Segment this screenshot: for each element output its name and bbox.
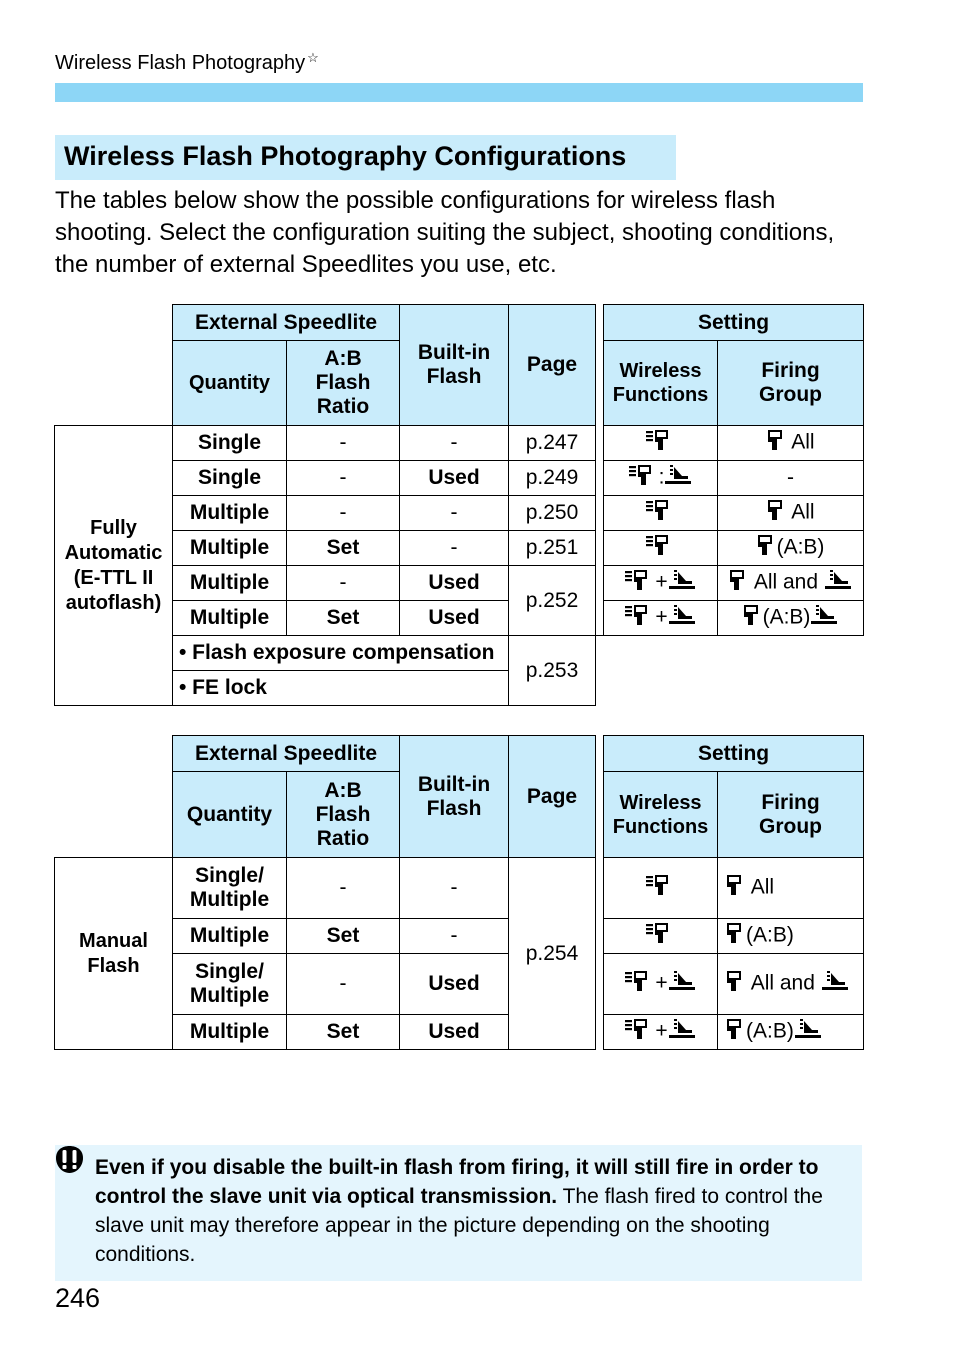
- col-wireless-functions: [604, 341, 718, 426]
- firing-text: (A:B): [762, 605, 811, 629]
- firing-cell: [718, 531, 864, 566]
- ab-cell: Set: [287, 601, 400, 636]
- firing-text: (A:B): [746, 1019, 794, 1043]
- wireless-cell: [604, 461, 718, 496]
- q-l1: Single/: [195, 960, 264, 983]
- master-flash-icon: [646, 499, 676, 527]
- ab-l2: Flash: [315, 802, 371, 826]
- quantity-cell: Multiple: [173, 566, 287, 601]
- advanced-star-icon: ☆: [307, 50, 319, 65]
- builtin-flash-icon: [810, 604, 838, 632]
- table-row: [55, 636, 864, 671]
- builtin-l1: Built-in: [417, 772, 491, 796]
- table-row: [55, 566, 864, 601]
- col-setting: Setting: [604, 736, 864, 772]
- ab-cell: -: [287, 496, 400, 531]
- col-page: Page: [509, 736, 596, 858]
- builtin-flash-icon: [668, 604, 696, 632]
- master-flash-icon: [646, 874, 676, 902]
- builtin-l2: Flash: [426, 365, 482, 388]
- column-gap: [596, 305, 604, 426]
- firing-text: (A:B): [776, 535, 825, 559]
- slave-flash-icon: [767, 429, 787, 457]
- fg-l1: Firing: [761, 359, 820, 382]
- col-firing-group: [718, 772, 864, 858]
- q-l2: Multiple: [189, 888, 270, 911]
- rh-l1: Manual: [79, 929, 148, 952]
- table-row: [55, 426, 864, 461]
- firing-text: All: [750, 875, 775, 899]
- column-gap: [596, 461, 604, 496]
- builtin-flash-icon: [668, 569, 696, 597]
- builtin-flash-icon: [794, 1018, 822, 1046]
- blank-cell: [596, 636, 864, 706]
- caution-text: [95, 1153, 855, 1269]
- firing-text: All and: [750, 971, 815, 995]
- col-page: Page: [509, 305, 596, 426]
- builtin-cell: -: [400, 496, 509, 531]
- col-ab-ratio: [287, 341, 400, 426]
- builtin-flash-icon: [668, 1018, 696, 1046]
- slave-flash-icon: [757, 534, 777, 562]
- ab-l2: Flash: [315, 371, 371, 394]
- col-external-speedlite: External Speedlite: [173, 305, 400, 341]
- slave-flash-icon: [726, 1018, 746, 1046]
- builtin-cell: -: [400, 426, 509, 461]
- wireless-cell: [604, 954, 718, 1015]
- master-flash-icon: [625, 1018, 655, 1046]
- column-gap: [596, 736, 604, 858]
- auto-flash-table: [54, 304, 864, 706]
- wireless-cell: [604, 919, 718, 954]
- builtin-flash-icon: [664, 464, 692, 492]
- firing-cell: [718, 1015, 864, 1050]
- builtin-cell: -: [400, 531, 509, 566]
- wireless-cell: [604, 601, 718, 636]
- header-bar: [55, 83, 863, 102]
- wireless-cell: [604, 426, 718, 461]
- col-external-speedlite: External Speedlite: [173, 736, 400, 772]
- firing-text: (A:B): [746, 923, 794, 947]
- fg-l2: Group: [759, 383, 823, 406]
- caution-normal: The flash fired to control the slave unit may therefore appear in the picture depending on the shooting conditions.: [95, 1185, 823, 1266]
- firing-text: All: [791, 500, 815, 524]
- table-row: [55, 531, 864, 566]
- ab-cell: Set: [287, 531, 400, 566]
- builtin-cell: Used: [400, 461, 509, 496]
- fe-compensation-cell: • Flash exposure compensation: [173, 636, 509, 671]
- wireless-cell: [604, 531, 718, 566]
- slave-flash-icon: [726, 970, 746, 998]
- firing-text: All: [791, 430, 815, 454]
- running-head-title: Wireless Flash Photography: [55, 52, 306, 74]
- column-gap: [596, 601, 604, 636]
- quantity-cell: Multiple: [173, 1015, 287, 1050]
- builtin-cell: Used: [400, 601, 509, 636]
- slave-flash-icon: [729, 569, 749, 597]
- column-gap: [596, 566, 604, 601]
- slave-flash-icon: [767, 499, 787, 527]
- wireless-cell: [604, 566, 718, 601]
- builtin-flash-icon: [824, 569, 852, 597]
- column-gap: [596, 1015, 604, 1050]
- ab-cell: -: [287, 566, 400, 601]
- caution-icon: [55, 1145, 84, 1174]
- quantity-cell: [173, 858, 287, 919]
- page-cell: p.252: [509, 566, 596, 636]
- ab-cell: -: [287, 426, 400, 461]
- quantity-cell: Multiple: [173, 601, 287, 636]
- row-header-manual-flash: [55, 858, 173, 1050]
- column-gap: [596, 954, 604, 1015]
- fg-l1: Firing: [761, 790, 820, 814]
- plus-sep: +: [655, 1019, 668, 1043]
- rh-l2: Flash: [87, 954, 140, 977]
- col-ab-ratio: [287, 772, 400, 858]
- builtin-l2: Flash: [426, 796, 482, 820]
- page-cell: p.254: [509, 858, 596, 1050]
- builtin-cell: -: [400, 858, 509, 919]
- col-quantity: Quantity: [173, 772, 287, 858]
- ab-l1: A:B: [324, 347, 362, 370]
- wf-l1: Wireless: [619, 360, 702, 382]
- q-l1: Single/: [195, 864, 264, 887]
- colon-sep: :: [658, 465, 665, 489]
- wireless-cell: [604, 858, 718, 919]
- firing-cell: [718, 426, 864, 461]
- slave-flash-icon: [726, 922, 746, 950]
- wf-l2: Functions: [612, 384, 709, 406]
- rh-l1: Fully: [90, 516, 137, 539]
- page-cell: p.251: [509, 531, 596, 566]
- col-builtin-flash: [400, 736, 509, 858]
- col-firing-group: [718, 341, 864, 426]
- firing-cell: [718, 919, 864, 954]
- table-row: [55, 461, 864, 496]
- plus-sep: +: [655, 570, 668, 594]
- q-l2: Multiple: [189, 984, 270, 1007]
- ab-l3: Ratio: [316, 395, 370, 418]
- firing-cell: [718, 954, 864, 1015]
- table-row: [55, 919, 864, 954]
- page-cell: p.253: [509, 636, 596, 706]
- builtin-cell: Used: [400, 1015, 509, 1050]
- master-flash-icon: [646, 922, 676, 950]
- wireless-cell: [604, 1015, 718, 1050]
- caution-bold: Even if you disable the built-in flash from firing, it will still fire in order to control the slave unit via optical transmission.: [95, 1156, 819, 1208]
- builtin-cell: -: [400, 919, 509, 954]
- table-row: [55, 858, 864, 919]
- column-gap: [596, 426, 604, 461]
- column-gap: [596, 531, 604, 566]
- table-row: [55, 496, 864, 531]
- quantity-cell: Multiple: [173, 496, 287, 531]
- builtin-cell: Used: [400, 954, 509, 1015]
- rh-l4: autoflash): [65, 591, 162, 614]
- ab-cell: -: [287, 461, 400, 496]
- col-quantity: Quantity: [173, 341, 287, 426]
- master-flash-icon: [625, 604, 655, 632]
- builtin-flash-icon: [821, 970, 849, 998]
- col-setting: Setting: [604, 305, 864, 341]
- page-cell: p.250: [509, 496, 596, 531]
- ab-cell: -: [287, 954, 400, 1015]
- quantity-cell: [173, 954, 287, 1015]
- column-gap: [596, 919, 604, 954]
- firing-cell: [718, 858, 864, 919]
- table-row: [55, 954, 864, 1015]
- firing-cell: [718, 601, 864, 636]
- section-title: Wireless Flash Photography Configurations: [55, 135, 676, 180]
- fe-lock-cell: • FE lock: [173, 671, 509, 706]
- master-flash-icon: [625, 569, 655, 597]
- table-row: [55, 1015, 864, 1050]
- ab-cell: -: [287, 858, 400, 919]
- page-cell: p.249: [509, 461, 596, 496]
- ab-l1: A:B: [324, 778, 362, 802]
- ab-l3: Ratio: [316, 826, 370, 850]
- quantity-cell: Single: [173, 461, 287, 496]
- col-wireless-functions: [604, 772, 718, 858]
- row-header-fully-automatic: [55, 426, 173, 706]
- builtin-l1: Built-in: [417, 341, 491, 364]
- column-gap: [596, 496, 604, 531]
- rh-l3: (E-TTL II: [73, 566, 154, 589]
- slave-flash-icon: [726, 874, 746, 902]
- plus-sep: +: [655, 971, 668, 995]
- plus-sep: +: [655, 605, 668, 629]
- master-flash-icon: [625, 970, 655, 998]
- rh-l2: Automatic: [64, 541, 163, 564]
- blank-corner: [55, 305, 173, 426]
- wireless-cell: [604, 496, 718, 531]
- firing-cell: -: [718, 461, 864, 496]
- wf-l2: Functions: [612, 815, 709, 838]
- firing-cell: [718, 566, 864, 601]
- table-row: [55, 601, 864, 636]
- column-gap: [596, 858, 604, 919]
- wf-l1: Wireless: [619, 791, 702, 814]
- blank-corner: [55, 736, 173, 858]
- master-flash-icon: [629, 464, 659, 492]
- quantity-cell: Single: [173, 426, 287, 461]
- slave-flash-icon: [743, 604, 763, 632]
- manual-flash-table: [54, 735, 864, 1050]
- page-cell: p.247: [509, 426, 596, 461]
- fg-l2: Group: [759, 814, 823, 838]
- ab-cell: Set: [287, 919, 400, 954]
- quantity-cell: Multiple: [173, 531, 287, 566]
- firing-cell: [718, 496, 864, 531]
- master-flash-icon: [646, 534, 676, 562]
- page-number: 246: [55, 1283, 101, 1313]
- intro-paragraph: The tables below show the possible configurations for wireless flash shooting. Select the configuration suiting the subject, shooting conditions, the number of external Speedlites you use, etc.: [55, 187, 835, 278]
- master-flash-icon: [646, 429, 676, 457]
- quantity-cell: Multiple: [173, 919, 287, 954]
- builtin-cell: Used: [400, 566, 509, 601]
- running-head: [55, 50, 319, 75]
- builtin-flash-icon: [668, 970, 696, 998]
- col-builtin-flash: [400, 305, 509, 426]
- firing-text: All and: [753, 570, 819, 594]
- ab-cell: Set: [287, 1015, 400, 1050]
